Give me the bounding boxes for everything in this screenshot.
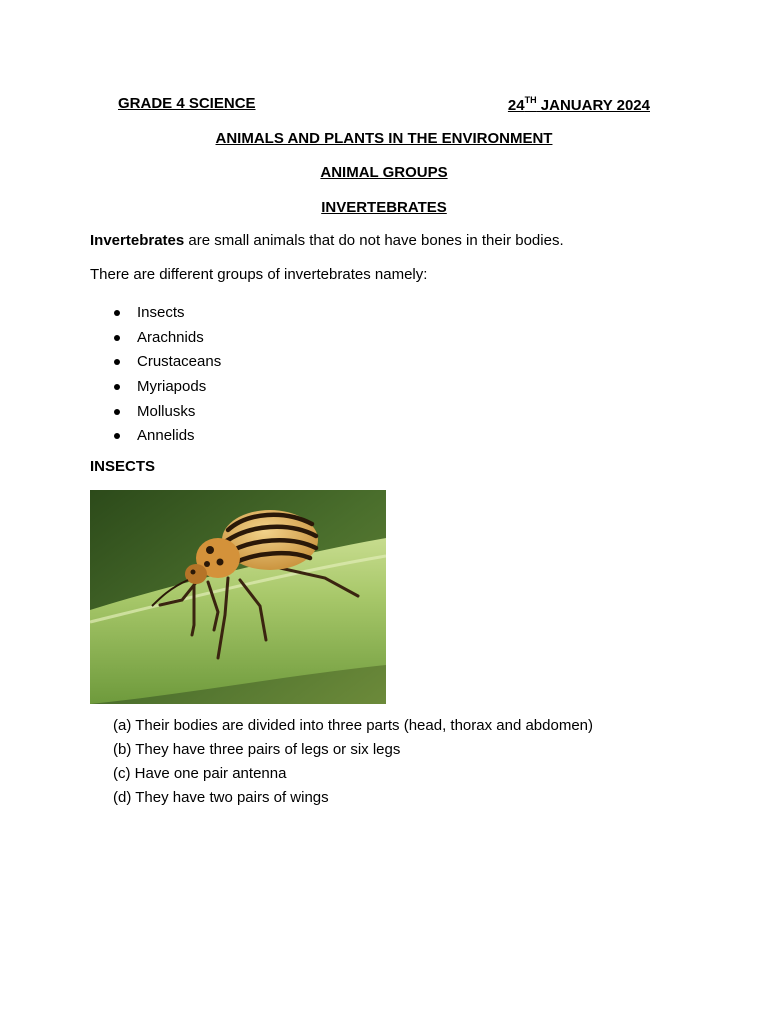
bullet-icon <box>114 359 120 365</box>
bullet-icon <box>114 335 120 341</box>
document-date <box>508 95 650 114</box>
insects-characteristics <box>113 716 593 812</box>
definition-paragraph <box>90 232 564 249</box>
topic-title: ANIMALS AND PLANTS IN THE ENVIRONMENT <box>215 130 553 147</box>
list-item <box>112 375 221 400</box>
date-suffix: TH <box>524 95 537 105</box>
list-item <box>112 424 221 449</box>
date-rest: JANUARY 2024 <box>536 97 650 114</box>
group-name: Arachnids <box>137 328 204 346</box>
bullet-icon <box>114 409 120 415</box>
definition-text: are small animals that do not have bones in their bodies. <box>184 232 564 249</box>
list-item: (a) Their bodies are divided into three parts (head, thorax and abdomen) <box>113 717 594 734</box>
bullet-icon <box>114 310 120 316</box>
group-name: Mollusks <box>137 402 196 420</box>
section-title: INVERTEBRATES <box>321 199 447 216</box>
date-day: 24 <box>507 97 525 114</box>
bullet-icon <box>114 433 120 439</box>
list-item <box>112 399 221 424</box>
groups-list <box>112 301 221 449</box>
grade-subject: GRADE 4 SCIENCE <box>118 95 256 112</box>
document-header <box>118 95 650 114</box>
groups-intro: There are different groups of invertebrates namely: <box>90 266 428 283</box>
group-name: Insects <box>137 304 185 322</box>
list-item: (d) They have two pairs of wings <box>113 789 329 806</box>
insects-heading: INSECTS <box>90 458 156 475</box>
beetle-illustration <box>90 490 386 704</box>
list-item <box>112 326 221 351</box>
group-name: Myriapods <box>137 378 207 396</box>
list-item: (c) Have one pair antenna <box>113 765 287 782</box>
list-item: (b) They have three pairs of legs or six legs <box>113 741 401 758</box>
group-name: Annelids <box>137 427 195 445</box>
list-item <box>112 350 221 375</box>
list-item <box>112 301 221 326</box>
subtopic-title: ANIMAL GROUPS <box>320 164 448 181</box>
beetle-photo <box>90 490 386 704</box>
group-name: Crustaceans <box>137 353 222 371</box>
definition-term: Invertebrates <box>90 232 185 249</box>
bullet-icon <box>114 384 120 390</box>
